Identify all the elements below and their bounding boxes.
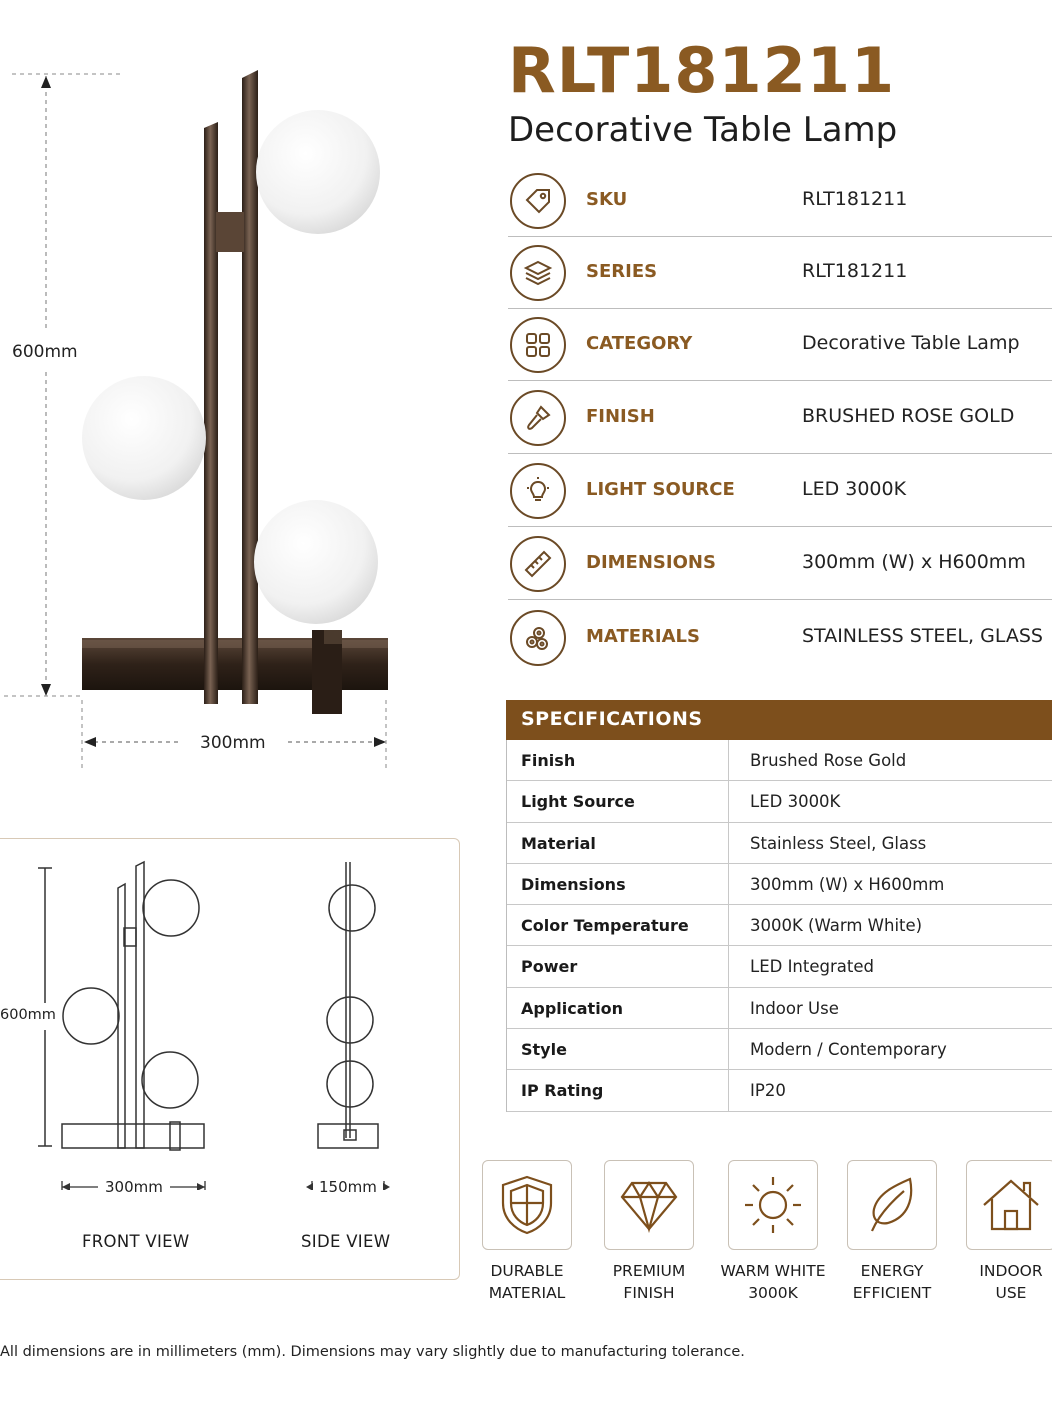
info-row-series [508, 237, 1052, 309]
sun-icon [728, 1160, 818, 1250]
spec-value: Stainless Steel, Glass [750, 833, 927, 853]
spec-key: Style [521, 1040, 567, 1060]
feature-line2: 3000K [748, 1284, 798, 1302]
spec-key: IP Rating [521, 1081, 604, 1101]
layers-icon [510, 245, 566, 301]
feature-energy [837, 1160, 947, 1304]
tag-icon [510, 173, 566, 229]
spec-value: LED 3000K [750, 792, 841, 812]
feature-warm-white [718, 1160, 828, 1304]
info-value: RLT181211 [802, 188, 908, 210]
info-row-light-source [508, 455, 1052, 527]
info-label: DIMENSIONS [586, 552, 716, 573]
info-value: BRUSHED ROSE GOLD [802, 405, 1015, 427]
info-row-sku [508, 165, 1052, 237]
info-label: LIGHT SOURCE [586, 479, 735, 500]
photo-height-label: 600mm [12, 342, 78, 362]
feature-line1: WARM WHITE [720, 1262, 826, 1280]
lightbulb-icon [510, 463, 566, 519]
info-label: SKU [586, 189, 628, 210]
grid-icon [510, 317, 566, 373]
table-row [507, 740, 1052, 781]
info-label: SERIES [586, 261, 658, 282]
brush-icon [510, 390, 566, 446]
info-row-category [508, 309, 1052, 381]
feature-line2: USE [995, 1284, 1027, 1302]
materials-icon [510, 610, 566, 666]
info-value: Decorative Table Lamp [802, 332, 1020, 354]
feature-line2: FINISH [623, 1284, 675, 1302]
specifications-header: SPECIFICATIONS [506, 700, 1052, 740]
info-label: MATERIALS [586, 626, 700, 647]
info-row-dimensions [508, 528, 1052, 600]
info-label: FINISH [586, 406, 655, 427]
spec-key: Dimensions [521, 874, 626, 894]
feature-line2: MATERIAL [488, 1284, 566, 1302]
table-row [507, 823, 1052, 864]
spec-value: LED Integrated [750, 957, 874, 977]
feature-premium [594, 1160, 704, 1304]
diamond-icon [604, 1160, 694, 1250]
spec-key: Application [521, 998, 624, 1018]
product-image [0, 60, 500, 780]
info-value: RLT181211 [802, 260, 908, 282]
spec-value: IP20 [750, 1081, 786, 1101]
feature-line2: EFFICIENT [852, 1284, 932, 1302]
ruler-icon [510, 536, 566, 592]
spec-key: Material [521, 833, 596, 853]
spec-key: Finish [521, 751, 576, 770]
spec-value: Indoor Use [750, 998, 839, 1018]
table-row [507, 988, 1052, 1029]
side-view-label: SIDE VIEW [301, 1232, 391, 1251]
spec-key: Power [521, 957, 578, 977]
house-icon [966, 1160, 1052, 1250]
info-value: LED 3000K [802, 478, 907, 500]
table-row [507, 1029, 1052, 1070]
info-row-finish [508, 382, 1052, 454]
photo-width-label: 300mm [200, 733, 266, 753]
spec-key: Color Temperature [521, 916, 689, 936]
spec-key: Light Source [521, 792, 635, 812]
product-model: RLT181211 [508, 34, 896, 107]
table-row [507, 864, 1052, 905]
front-view-label: FRONT VIEW [82, 1232, 190, 1251]
feature-line1: PREMIUM [612, 1262, 686, 1280]
feature-line1: ENERGY [860, 1262, 924, 1280]
feature-durable [472, 1160, 582, 1304]
info-value: STAINLESS STEEL, GLASS [802, 625, 1043, 647]
table-row [507, 946, 1052, 987]
table-row [507, 905, 1052, 946]
front-height-label: 600mm [0, 1007, 56, 1023]
spec-value: 3000K (Warm White) [750, 916, 923, 936]
spec-value: Brushed Rose Gold [750, 751, 907, 770]
leaf-icon [847, 1160, 937, 1250]
info-value: 300mm (W) x H600mm [802, 551, 1026, 573]
shield-icon [482, 1160, 572, 1250]
feature-line1: DURABLE [490, 1262, 564, 1280]
feature-indoor [956, 1160, 1052, 1304]
front-width-label: 300mm [105, 1178, 163, 1196]
feature-line1: INDOOR [979, 1262, 1043, 1280]
spec-value: 300mm (W) x H600mm [750, 874, 945, 894]
technical-drawing [0, 850, 458, 1190]
specifications-table [506, 740, 1052, 1112]
side-width-label: 150mm [319, 1178, 377, 1196]
product-subtitle: Decorative Table Lamp [508, 110, 898, 150]
footnote: All dimensions are in millimeters (mm). Dimensions may vary slightly due to manufacturing tolerance. [0, 1344, 745, 1360]
spec-value: Modern / Contemporary [750, 1040, 947, 1060]
info-label: CATEGORY [586, 333, 693, 354]
table-row [507, 1070, 1052, 1111]
info-row-materials [508, 602, 1052, 674]
table-row [507, 781, 1052, 822]
